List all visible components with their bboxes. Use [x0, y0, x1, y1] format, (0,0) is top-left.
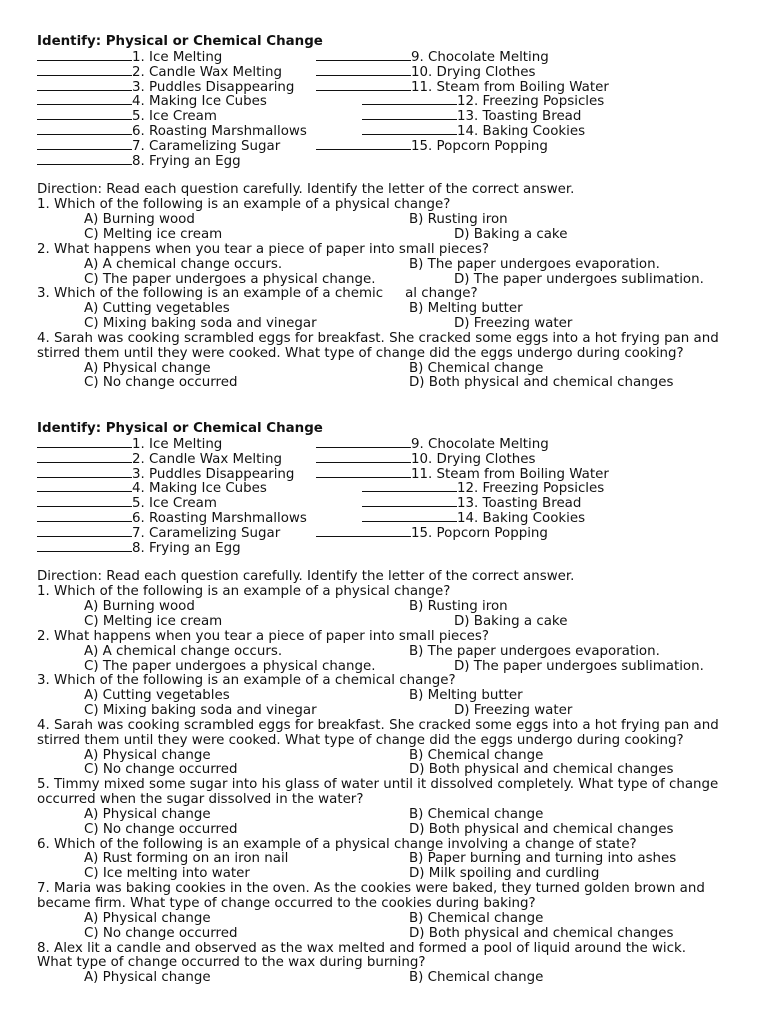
option-row — [37, 763, 737, 778]
question-text: 4. Sarah was cooking scrambled eggs for breakfast. She cracked some eggs into a hot frying pan and — [37, 330, 719, 346]
answer-option[interactable]: B) Melting butter — [409, 301, 523, 317]
matching-item-right — [362, 481, 604, 497]
answer-option[interactable]: B) Paper burning and turning into ashes — [409, 851, 677, 867]
option-row — [37, 704, 737, 719]
answer-blank[interactable] — [316, 65, 411, 76]
question-text: What type of change occurred to the wax during burning? — [37, 955, 426, 971]
option-row — [37, 273, 737, 288]
matching-item-left — [37, 452, 282, 468]
matching-item-right — [316, 437, 549, 453]
item-label: 14. Baking Cookies — [457, 511, 586, 527]
item-label: 10. Drying Clothes — [411, 451, 536, 467]
matching-item-left — [37, 437, 222, 453]
matching-item-right — [362, 124, 585, 140]
answer-option[interactable]: B) The paper undergoes evaporation. — [409, 643, 660, 659]
answer-blank[interactable] — [37, 109, 132, 120]
answer-blank[interactable] — [37, 467, 132, 478]
matching-row — [37, 94, 737, 109]
option-row — [37, 971, 737, 986]
answer-blank[interactable] — [316, 139, 411, 150]
answer-option[interactable]: C) Ice melting into water — [84, 866, 250, 882]
item-label: 11. Steam from Boiling Water — [411, 79, 609, 95]
matching-item-left — [37, 50, 222, 66]
answer-option[interactable]: D) The paper undergoes sublimation. — [454, 658, 704, 674]
item-label: 5. Ice Cream — [132, 109, 217, 125]
item-label: 8. Frying an Egg — [132, 153, 241, 169]
answer-blank[interactable] — [362, 481, 457, 492]
answer-blank[interactable] — [37, 154, 132, 165]
question-text: 6. Which of the following is an example of a physical change involving a change of state? — [37, 836, 637, 852]
option-row — [37, 615, 737, 630]
question-text: stirred them until they were cooked. What type of change did the eggs undergo during cooking? — [37, 732, 684, 748]
answer-option[interactable]: C) No change occurred — [84, 375, 238, 391]
option-row — [37, 912, 737, 927]
answer-blank[interactable] — [37, 65, 132, 76]
item-label: 2. Candle Wax Melting — [132, 64, 283, 80]
answer-option[interactable]: B) Chemical change — [409, 910, 544, 926]
answer-option[interactable]: A) Cutting vegetables — [84, 688, 230, 704]
matching-item-left — [37, 124, 307, 140]
answer-blank[interactable] — [37, 511, 132, 522]
item-label: 12. Freezing Popsicles — [457, 94, 605, 110]
answer-option[interactable]: C) Mixing baking soda and vinegar — [84, 316, 317, 332]
answer-option[interactable]: B) Chemical change — [409, 360, 544, 376]
matching-item-right — [316, 65, 535, 81]
matching-item-left — [37, 154, 241, 170]
matching-row — [37, 511, 737, 526]
answer-option[interactable]: B) Chemical change — [409, 747, 544, 763]
answer-blank[interactable] — [316, 50, 411, 61]
option-row — [37, 600, 737, 615]
option-row — [37, 823, 737, 838]
answer-option[interactable]: B) Rusting iron — [409, 599, 508, 615]
spacer — [37, 169, 737, 184]
worksheet-section-1 — [37, 35, 737, 391]
question-text: occurred when the sugar dissolved in the water? — [37, 792, 364, 808]
answer-blank[interactable] — [362, 124, 457, 135]
answer-blank[interactable] — [37, 481, 132, 492]
matching-row — [37, 481, 737, 496]
option-row — [37, 258, 737, 273]
matching-item-left — [37, 511, 307, 527]
matching-row — [37, 80, 737, 95]
option-row — [37, 228, 737, 243]
answer-option[interactable]: A) Rust forming on an iron nail — [84, 851, 289, 867]
matching-row — [37, 109, 737, 124]
matching-item-right — [316, 50, 549, 66]
option-row — [37, 362, 737, 377]
spacer — [37, 556, 737, 571]
section-title: Identify: Physical or Chemical Change — [37, 421, 323, 436]
item-label: 1. Ice Melting — [132, 436, 223, 452]
answer-option[interactable]: A) Physical change — [84, 747, 211, 763]
question-text: stirred them until they were cooked. What type of change did the eggs undergo during cooking? — [37, 345, 684, 361]
answer-blank[interactable] — [37, 139, 132, 150]
answer-blank[interactable] — [362, 109, 457, 120]
answer-blank[interactable] — [316, 467, 411, 478]
question-text: 4. Sarah was cooking scrambled eggs for breakfast. She cracked some eggs into a hot frying pan and — [37, 717, 719, 733]
matching-row — [37, 467, 737, 482]
matching-item-left — [37, 481, 267, 497]
answer-blank[interactable] — [37, 541, 132, 552]
answer-blank[interactable] — [37, 452, 132, 463]
matching-row — [37, 452, 737, 467]
answer-blank[interactable] — [37, 526, 132, 537]
answer-option[interactable]: C) The paper undergoes a physical change. — [84, 271, 376, 287]
matching-item-left — [37, 467, 294, 483]
item-label: 9. Chocolate Melting — [411, 436, 549, 452]
answer-option[interactable]: C) No change occurred — [84, 821, 238, 837]
question-text: became firm. What type of change occurred to the cookies during baking? — [37, 896, 536, 911]
item-label: 3. Puddles Disappearing — [132, 79, 295, 95]
answer-option[interactable]: C) Melting ice cream — [84, 226, 223, 242]
answer-option[interactable]: C) Mixing baking soda and vinegar — [84, 703, 317, 719]
matching-item-right — [362, 511, 585, 527]
answer-blank[interactable] — [37, 80, 132, 91]
matching-item-left — [37, 109, 217, 125]
option-row — [37, 927, 737, 942]
answer-blank[interactable] — [37, 496, 132, 507]
answer-blank[interactable] — [316, 80, 411, 91]
option-row — [37, 852, 737, 867]
matching-row — [37, 526, 737, 541]
answer-option[interactable]: B) The paper undergoes evaporation. — [409, 256, 660, 272]
matching-row — [37, 496, 737, 511]
question-text: 2. What happens when you tear a piece of paper into small pieces? — [37, 241, 489, 257]
option-row — [37, 213, 737, 228]
answer-blank[interactable] — [362, 94, 457, 105]
answer-blank[interactable] — [37, 94, 132, 105]
item-label: 6. Roasting Marshmallows — [132, 511, 307, 527]
answer-option[interactable]: A) Burning wood — [84, 212, 195, 228]
item-label: 14. Baking Cookies — [457, 124, 586, 140]
option-row — [37, 302, 737, 317]
option-row — [37, 660, 737, 675]
matching-item-right — [316, 80, 609, 96]
item-label: 9. Chocolate Melting — [411, 49, 549, 65]
option-row — [37, 689, 737, 704]
answer-option[interactable]: B) Rusting iron — [409, 212, 508, 228]
answer-blank[interactable] — [316, 437, 411, 448]
answer-option[interactable]: D) Both physical and chemical changes — [409, 821, 674, 837]
answer-blank[interactable] — [37, 50, 132, 61]
item-label: 15. Popcorn Popping — [411, 138, 548, 154]
answer-option[interactable]: C) The paper undergoes a physical change. — [84, 658, 376, 674]
answer-option[interactable]: D) Both physical and chemical changes — [409, 375, 674, 391]
answer-option[interactable]: D) Freezing water — [454, 316, 573, 332]
answer-blank[interactable] — [316, 452, 411, 463]
item-label: 7. Caramelizing Sugar — [132, 525, 281, 541]
direction-text: Direction: Read each question carefully. Identify the letter of the correct answer. — [37, 182, 575, 198]
question-text: 7. Maria was baking cookies in the oven. As the cookies were baked, they turned golden brown and — [37, 881, 705, 897]
option-row — [37, 749, 737, 764]
answer-blank[interactable] — [362, 496, 457, 507]
answer-option[interactable]: C) No change occurred — [84, 925, 238, 941]
matching-item-right — [362, 109, 581, 125]
question-text-part: al change? — [405, 286, 478, 302]
answer-option[interactable]: D) Both physical and chemical changes — [409, 925, 674, 941]
item-label: 13. Toasting Bread — [457, 496, 582, 512]
item-label: 1. Ice Melting — [132, 49, 223, 65]
answer-option[interactable]: D) Baking a cake — [454, 226, 568, 242]
answer-blank[interactable] — [37, 437, 132, 448]
answer-option[interactable]: A) Physical change — [84, 806, 211, 822]
question-text: 1. Which of the following is an example of a physical change? — [37, 197, 451, 213]
matching-row — [37, 65, 737, 80]
answer-option[interactable]: B) Chemical change — [409, 970, 544, 986]
answer-option[interactable]: C) No change occurred — [84, 762, 238, 778]
matching-item-left — [37, 496, 217, 512]
matching-item-right — [316, 452, 535, 468]
answer-option[interactable]: B) Melting butter — [409, 688, 523, 704]
item-label: 7. Caramelizing Sugar — [132, 138, 281, 154]
item-label: 11. Steam from Boiling Water — [411, 466, 609, 482]
answer-option[interactable]: A) Physical change — [84, 360, 211, 376]
item-label: 6. Roasting Marshmallows — [132, 124, 307, 140]
item-label: 15. Popcorn Popping — [411, 525, 548, 541]
matching-row — [37, 437, 737, 452]
matching-item-right — [316, 467, 609, 483]
option-row — [37, 376, 737, 391]
matching-item-left — [37, 94, 267, 110]
answer-option[interactable]: A) Physical change — [84, 910, 211, 926]
answer-blank[interactable] — [362, 511, 457, 522]
option-row — [37, 808, 737, 823]
direction-text: Direction: Read each question carefully. Identify the letter of the correct answer. — [37, 569, 575, 585]
question-text: 2. What happens when you tear a piece of paper into small pieces? — [37, 628, 489, 644]
question-text: 8. Alex lit a candle and observed as the wax melted and formed a pool of liquid around the wick. — [37, 940, 686, 956]
question-text: 1. Which of the following is an example of a physical change? — [37, 584, 451, 600]
worksheet-section-2 — [37, 422, 737, 986]
item-label: 13. Toasting Bread — [457, 109, 582, 125]
option-row — [37, 317, 737, 332]
matching-item-right — [316, 526, 548, 542]
question-text: 5. Timmy mixed some sugar into his glass of water until it dissolved completely. What type of change — [37, 777, 719, 793]
matching-row — [37, 154, 737, 169]
answer-blank[interactable] — [316, 526, 411, 537]
section-title: Identify: Physical or Chemical Change — [37, 34, 323, 49]
answer-option[interactable]: A) A chemical change occurs. — [84, 256, 283, 272]
item-label: 3. Puddles Disappearing — [132, 466, 295, 482]
question-text: 3. Which of the following is an example of a chemical change? — [37, 673, 456, 689]
answer-option[interactable]: D) Both physical and chemical changes — [409, 762, 674, 778]
item-label: 4. Making Ice Cubes — [132, 481, 267, 497]
answer-option[interactable]: D) The paper undergoes sublimation. — [454, 271, 704, 287]
option-row — [37, 867, 737, 882]
item-label: 2. Candle Wax Melting — [132, 451, 283, 467]
matching-item-right — [362, 496, 581, 512]
item-label: 8. Frying an Egg — [132, 540, 241, 556]
matching-item-right — [316, 139, 548, 155]
answer-blank[interactable] — [37, 124, 132, 135]
answer-option[interactable]: A) Physical change — [84, 970, 211, 986]
matching-item-left — [37, 541, 241, 557]
matching-row — [37, 124, 737, 139]
answer-option[interactable]: D) Baking a cake — [454, 613, 568, 629]
answer-option[interactable]: D) Milk spoiling and curdling — [409, 866, 600, 882]
item-label: 10. Drying Clothes — [411, 64, 536, 80]
question-text — [37, 287, 737, 302]
option-row — [37, 645, 737, 660]
question-text-part: 3. Which of the following is an example of a chemic — [37, 286, 384, 302]
matching-row — [37, 50, 737, 65]
matching-row — [37, 139, 737, 154]
answer-option[interactable]: A) A chemical change occurs. — [84, 643, 283, 659]
matching-item-right — [362, 94, 604, 110]
matching-item-left — [37, 80, 294, 96]
matching-item-left — [37, 65, 282, 81]
answer-option[interactable]: B) Chemical change — [409, 806, 544, 822]
answer-option[interactable]: D) Freezing water — [454, 703, 573, 719]
item-label: 4. Making Ice Cubes — [132, 94, 267, 110]
item-label: 5. Ice Cream — [132, 496, 217, 512]
matching-row — [37, 541, 737, 556]
item-label: 12. Freezing Popsicles — [457, 481, 605, 497]
matching-item-left — [37, 526, 280, 542]
answer-option[interactable]: C) Melting ice cream — [84, 613, 223, 629]
matching-item-left — [37, 139, 280, 155]
answer-option[interactable]: A) Cutting vegetables — [84, 301, 230, 317]
answer-option[interactable]: A) Burning wood — [84, 599, 195, 615]
